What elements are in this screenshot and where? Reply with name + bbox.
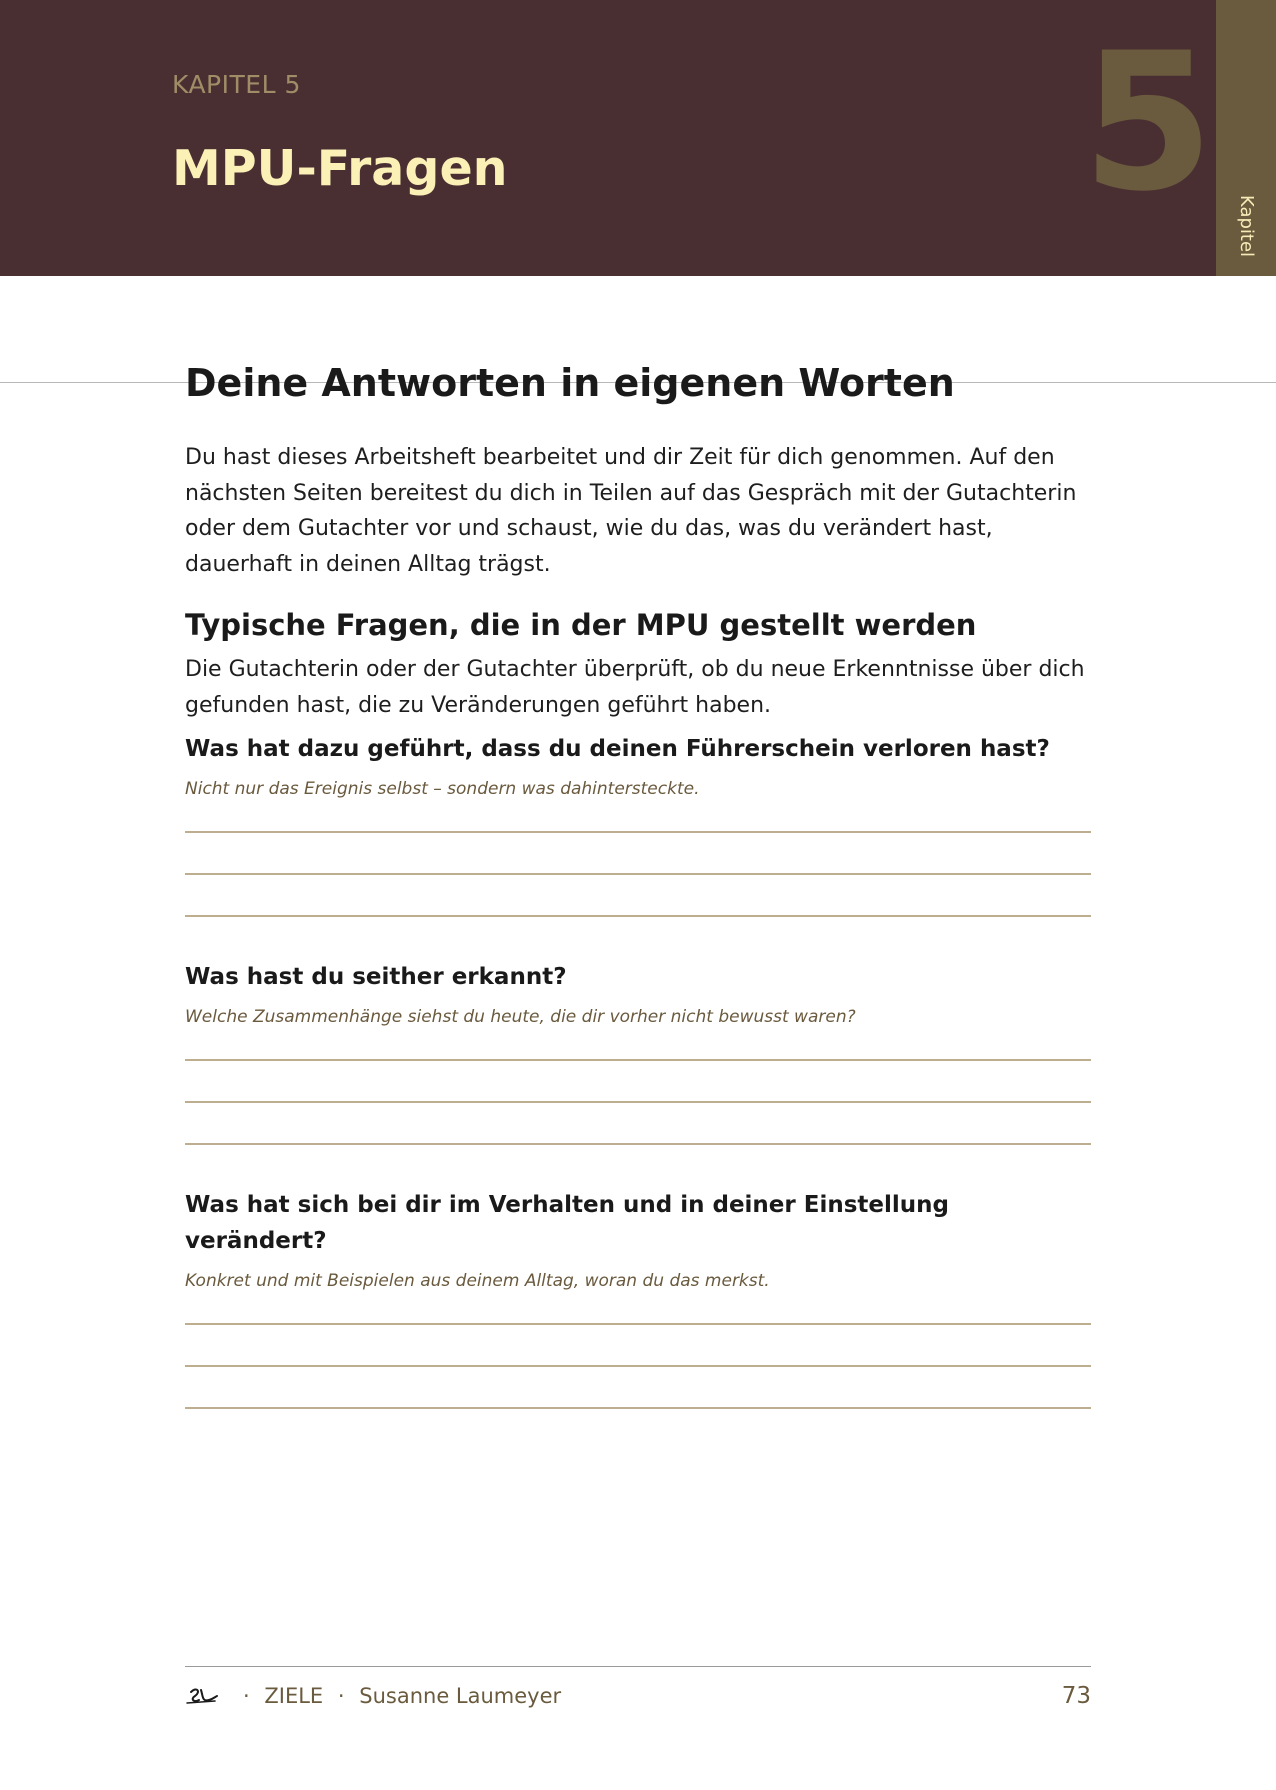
question-title: Was hat sich bei dir im Verhalten und in deiner Einstellung verändert?: [185, 1192, 949, 1254]
answer-line[interactable]: [185, 1323, 1091, 1325]
answer-line[interactable]: [185, 1101, 1091, 1103]
subsection-intro: Die Gutachterin oder der Gutachter überprüft, ob du neue Erkenntnisse über dich gefunden hast, die zu Veränderungen geführt haben.: [185, 657, 1085, 718]
footer-separator: ·: [243, 1684, 250, 1708]
question-hint: Konkret und mit Beispielen aus deinem Alltag, woran du das merkst.: [185, 1271, 770, 1291]
signature-logo-icon: [185, 1684, 219, 1708]
footer-rule: [185, 1666, 1091, 1667]
chapter-side-label: Kapitel: [1236, 194, 1257, 258]
question-block-3: [185, 1187, 1091, 1409]
answer-line[interactable]: [185, 873, 1091, 875]
answer-line[interactable]: [185, 915, 1091, 917]
question-block-2: [185, 959, 1091, 1145]
answer-line[interactable]: [185, 1407, 1091, 1409]
answer-line[interactable]: [185, 1143, 1091, 1145]
page-number: 73: [1061, 1683, 1091, 1709]
section-title: Deine Antworten in eigenen Worten: [185, 361, 955, 405]
chapter-title: MPU-Fragen: [172, 140, 508, 197]
question-block-1: [185, 731, 1091, 917]
footer-separator: ·: [337, 1684, 345, 1708]
answer-line[interactable]: [185, 831, 1091, 833]
chapter-number: 5: [1081, 12, 1214, 233]
page-footer: [185, 1676, 1091, 1716]
intro-paragraph: Du hast dieses Arbeitsheft bearbeitet und dir Zeit für dich genommen. Auf den nächsten Seiten bereitest du dich in Teilen auf das Gespräch mit der Gutachterin oder dem Gutachter vor und schaust, wie du das, was du verändert hast, dauerhaft in deinen Alltag trägst.: [185, 445, 1077, 577]
question-hint: Welche Zusammenhänge siehst du heute, die dir vorher nicht bewusst waren?: [185, 1007, 856, 1027]
footer-author: Susanne Laumeyer: [359, 1684, 562, 1708]
chapter-label: KAPITEL 5: [172, 70, 301, 99]
answer-line[interactable]: [185, 1059, 1091, 1061]
answer-line[interactable]: [185, 1365, 1091, 1367]
question-title: Was hat dazu geführt, dass du deinen Führerschein verloren hast?: [185, 736, 1050, 762]
main-content: [185, 354, 1091, 1409]
subsection-title: Typische Fragen, die in der MPU gestellt werden: [185, 608, 977, 642]
question-title: Was hast du seither erkannt?: [185, 964, 567, 990]
footer-section: ZIELE: [264, 1684, 324, 1708]
question-hint: Nicht nur das Ereignis selbst – sondern was dahintersteckte.: [185, 779, 700, 799]
footer-text: [243, 1676, 569, 1716]
